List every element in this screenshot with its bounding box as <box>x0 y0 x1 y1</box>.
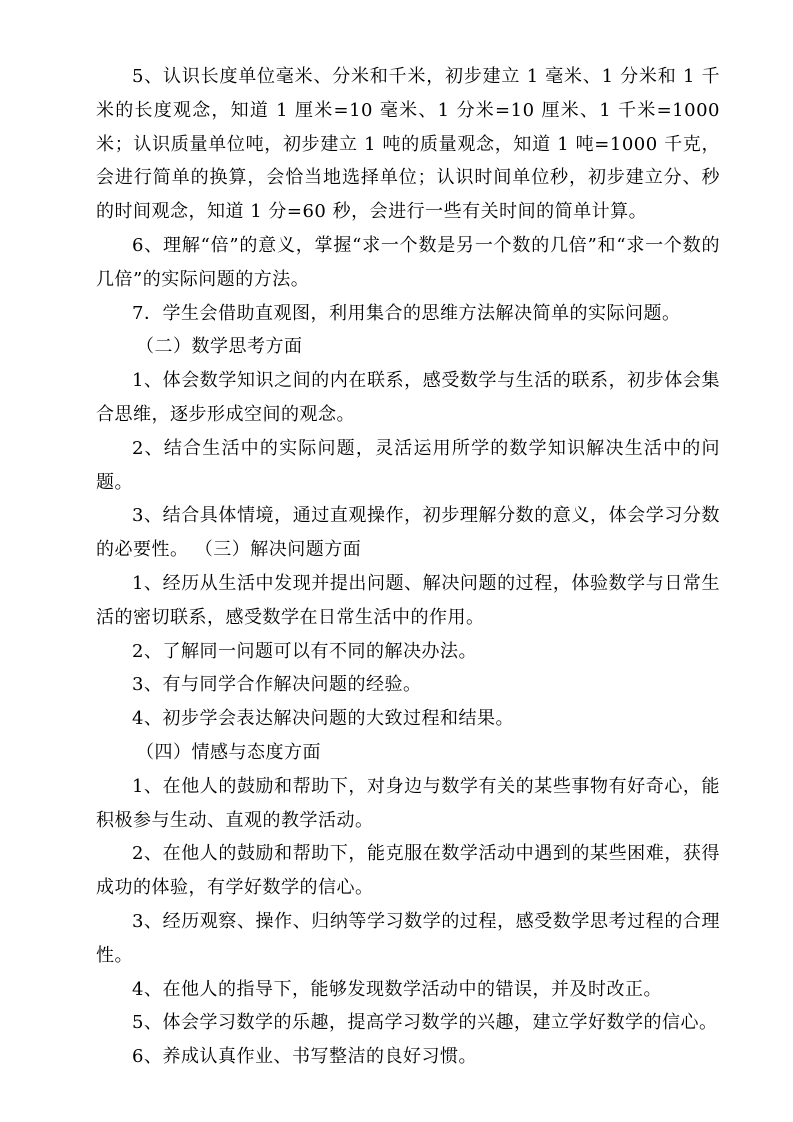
solve-item-2: 2、了解同一问题可以有不同的解决办法。 <box>132 640 477 662</box>
attitude-item-5: 5、体会学习数学的乐趣，提高学习数学的兴趣，建立学好数学的信心。 <box>132 1012 718 1034</box>
attitude-item-2: 2、在他人的鼓励和帮助下，能克服在数学活动中遇到的某些困难，获得成功的体验，有学好数学的信心。 <box>96 843 720 899</box>
item-7-sets: 7．学生会借助直观图，利用集合的思维方法解决简单的实际问题。 <box>132 302 681 324</box>
attitude-item-6: 6、养成认真作业、书写整洁的良好习惯。 <box>132 1046 477 1068</box>
think-item-2: 2、结合生活中的实际问题，灵活运用所学的数学知识解决生活中的问题。 <box>96 437 720 493</box>
think-item-3: 3、结合具体情境，通过直观操作，初步理解分数的意义，体会学习分数的必要性。 （三）解决问题方面 <box>96 505 720 561</box>
solve-item-4: 4、初步学会表达解决问题的大致过程和结果。 <box>132 708 514 730</box>
section-2-heading: （二）数学思考方面 <box>136 336 303 358</box>
attitude-item-4: 4、在他人的指导下，能够发现数学活动中的错误，并及时改正。 <box>132 978 662 1000</box>
document-page <box>96 60 720 1074</box>
item-5-length-units: 5、认识长度单位毫米、分米和千米，初步建立 1 毫米、1 分米和 1 千米的长度观念，知道 1 厘米=10 毫米、1 分米=10 厘米、1 千米=1000 米；认识质量单位吨，初步建立 1 吨的质量观念，知道 1 吨=1000 千克，会进行简单的换算，会恰当地选择单位；认识时间单位秒，初步建立分、秒的时间观念，知道 1 分=60 秒，会进行一些有关时间的简单计算。 <box>96 66 720 223</box>
think-item-1: 1、体会数学知识之间的内在联系，感受数学与生活的联系，初步体会集合思维，逐步形成空间的观念。 <box>96 370 720 425</box>
solve-item-3: 3、有与同学合作解决问题的经验。 <box>132 674 422 696</box>
attitude-item-1: 1、在他人的鼓励和帮助下，对身边与数学有关的某些事物有好奇心，能积极参与生动、直观的教学活动。 <box>96 775 720 831</box>
solve-item-1: 1、经历从生活中发现并提出问题、解决问题的过程，体验数学与日常生活的密切联系，感受数学在日常生活中的作用。 <box>96 572 720 628</box>
section-4-heading: （四）情感与态度方面 <box>136 741 321 763</box>
attitude-item-3: 3、经历观察、操作、归纳等学习数学的过程，感受数学思考过程的合理性。 <box>96 910 720 966</box>
item-6-multiple: 6、理解“倍”的意义，掌握“求一个数是另一个数的几倍”和“求一个数的几倍”的实际问题的方法。 <box>96 234 720 290</box>
